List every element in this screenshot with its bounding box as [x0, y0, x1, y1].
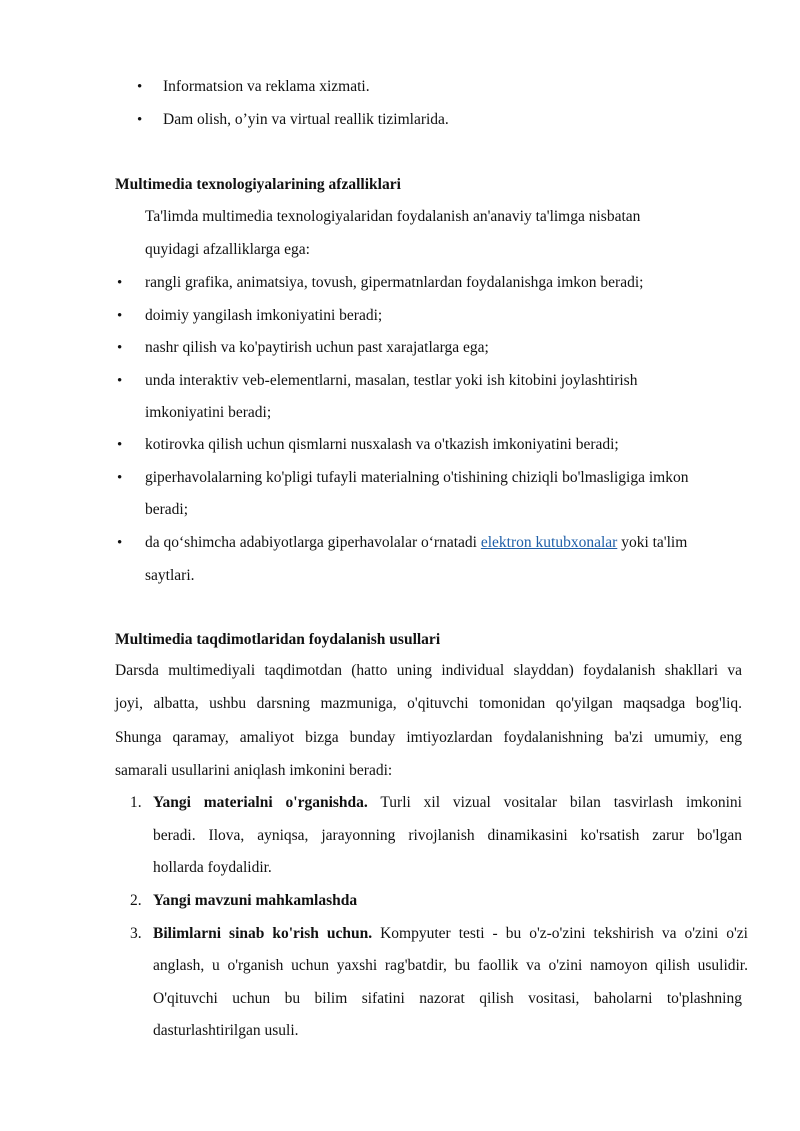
bullet-marker: •: [117, 535, 123, 551]
advantage-item-last: [145, 533, 687, 553]
advantage-item-cont: saytlari.: [145, 567, 195, 584]
list-number: 3.: [130, 925, 142, 942]
method-item-3-cont: O'qituvchi uchun bu bilim sifatini nazorat qilish vositasi, baholarni to'plashning: [153, 990, 742, 1007]
list-number: 2.: [130, 892, 142, 909]
method-item-2: Yangi mavzuni mahkamlashda: [153, 892, 358, 909]
bullet-marker: •: [137, 79, 143, 95]
advantage-item: giperhavolalarning ko'pligi tufayli materialning o'tishining chiziqli bo'lmasligiga imkon: [145, 469, 689, 486]
method-item-3-cont: dasturlashtirilgan usuli.: [153, 1022, 299, 1039]
bullet-marker: •: [117, 373, 123, 389]
bullet-marker: •: [117, 437, 123, 453]
section-heading-advantages: Multimedia texnologiyalarining afzalliklari: [115, 176, 401, 193]
method-title: Yangi materialni o'rganishda.: [153, 794, 368, 811]
paragraph-line: joyi, albatta, ushbu darsning mazmuniga, o'qituvchi tomonidan qo'yilgan maqsadga bog'liq.: [115, 695, 742, 712]
top-bullet-2: Dam olish, o’yin va virtual reallik tizimlarida.: [163, 111, 449, 128]
advantage-text: yoki ta'lim: [617, 534, 688, 551]
section-heading-methods: Multimedia taqdimotlaridan foydalanish usullari: [115, 631, 441, 648]
bullet-marker: •: [117, 275, 123, 291]
bullet-marker: •: [137, 112, 143, 128]
bullet-marker: •: [117, 308, 123, 324]
method-item-3: [153, 924, 748, 944]
advantage-text: da qo‘shimcha adabiyotlarga giperhavolalar o‘rnatadi: [145, 534, 481, 551]
top-bullet-1: Informatsion va reklama xizmati.: [163, 78, 370, 95]
advantage-item: unda interaktiv veb-elementlarni, masalan, testlar yoki ish kitobini joylashtirish: [145, 372, 638, 389]
bullet-marker: •: [117, 470, 123, 486]
method-text: Kompyuter testi - bu o'z-o'zini tekshirish va o'zini o'zi: [372, 925, 748, 942]
advantage-item-cont: beradi;: [145, 501, 189, 518]
advantage-item-cont: imkoniyatini beradi;: [145, 404, 272, 421]
bullet-marker: •: [117, 340, 123, 356]
paragraph-line: Darsda multimediyali taqdimotdan (hatto uning individual slayddan) foydalanish shakllari va: [115, 662, 742, 679]
paragraph-line: samarali usullarini aniqlash imkonini beradi:: [115, 762, 393, 779]
advantage-item: doimiy yangilash imkoniyatini beradi;: [145, 307, 383, 324]
e-library-link[interactable]: elektron kutubxonalar: [480, 534, 618, 551]
method-item-1-cont: beradi. Ilova, ayniqsa, jarayonning rivojlanish dinamikasini ko'rsatish zarur bo'lgan: [153, 827, 742, 844]
method-item-3-cont: anglash, u o'rganish uchun yaxshi rag'batdir, bu faollik va o'zini namoyon qilish usulidir.: [153, 957, 748, 974]
advantage-item: nashr qilish va ko'paytirish uchun past xarajatlarga ega;: [145, 339, 489, 356]
paragraph-line: Shunga qaramay, amaliyot bizga bunday imtiyozlardan foydalanishning ba'zi umumiy, eng: [115, 729, 742, 746]
advantage-item: kotirovka qilish uchun qismlarni nusxalash va o'tkazish imkoniyatini beradi;: [145, 436, 619, 453]
intro-line: quyidagi afzalliklarga ega:: [145, 241, 310, 258]
intro-line: Ta'limda multimedia texnologiyalaridan foydalanish an'anaviy ta'limga nisbatan: [145, 208, 641, 225]
method-item-1: [153, 793, 742, 813]
list-number: 1.: [130, 794, 142, 811]
method-title: Bilimlarni sinab ko'rish uchun.: [153, 925, 373, 942]
advantage-item: rangli grafika, animatsiya, tovush, gipermatnlardan foydalanishga imkon beradi;: [145, 274, 644, 291]
method-text: Turli xil vizual vositalar bilan tasvirlash imkonini: [367, 794, 742, 811]
method-item-1-cont: hollarda foydalidir.: [153, 859, 272, 876]
